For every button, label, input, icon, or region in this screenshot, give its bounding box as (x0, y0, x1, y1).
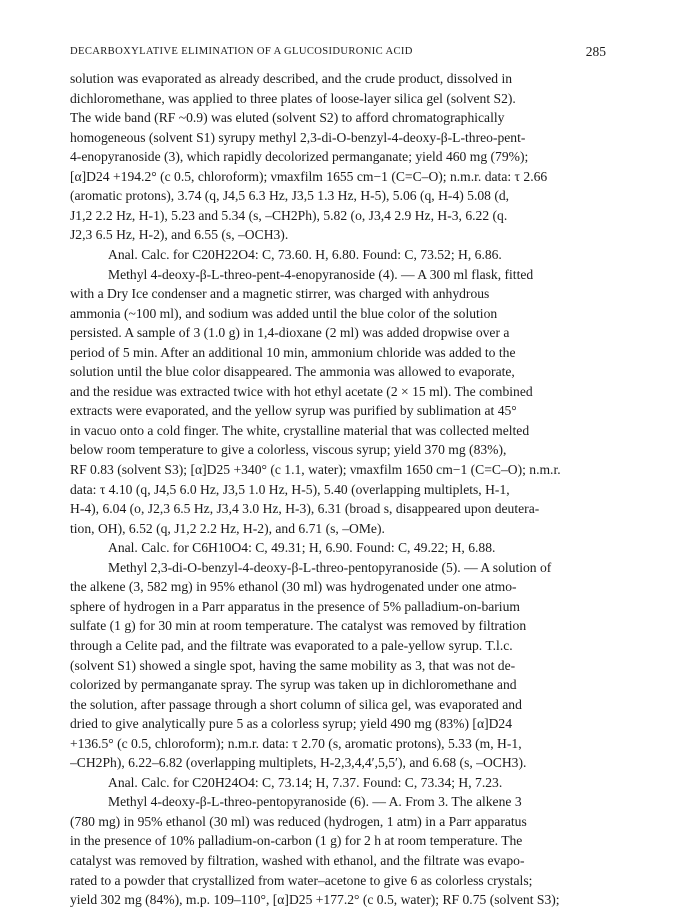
text-line: sphere of hydrogen in a Parr apparatus in the presence of 5% palladium-on-barium (70, 598, 520, 614)
text-line: (780 mg) in 95% ethanol (30 ml) was reduced (hydrogen, 1 atm) in a Parr apparatus (70, 813, 527, 829)
text-line: catalyst was removed by filtration, washed with ethanol, and the filtrate was evapo- (70, 853, 525, 868)
text-line: The wide band (RF ~0.9) was eluted (solvent S2) to afford chromatographically (70, 110, 505, 126)
text-line: RF 0.83 (solvent S3); [α]D25 +340° (c 1.1, water); νmaxfilm 1650 cm−1 (C=C–O); n.m.r. (70, 462, 561, 477)
text-line: H-4), 6.04 (o, J2,3 6.5 Hz, J3,4 3.0 Hz, H-3), 6.31 (broad s, disappeared upon deutera- (70, 501, 540, 517)
text-line: period of 5 min. After an additional 10 min, ammonium chloride was added to the (70, 344, 516, 360)
text-line: solution was evaporated as already described, and the crude product, dissolved in (70, 71, 513, 86)
text-line: in vacuo onto a cold finger. The white, crystalline material that was collected melted (70, 422, 530, 438)
text-line: (solvent S1) showed a single spot, having the same mobility as 3, that was not de- (70, 657, 516, 673)
text-line: through a Celite pad, and the filtrate was evaporated to a pale-yellow syrup. T.l.c. (70, 637, 513, 653)
text-line: dried to give analytically pure 5 as a colorless syrup; yield 490 mg (83%) [α]D24 (70, 716, 513, 732)
text-line: (aromatic protons), 3.74 (q, J4,5 6.3 Hz, J3,5 1.3 Hz, H-5), 5.06 (q, H-4) 5.08 (d, (70, 188, 510, 204)
text-line: Methyl 2,3-di-O-benzyl-4-deoxy-β-L-threo-pentopyranoside (5). — A solution of (108, 559, 552, 575)
text-line: tion, OH), 6.52 (q, J1,2 2.2 Hz, H-2), and 6.71 (s, –OMe). (70, 520, 385, 536)
text-line: rated to a powder that crystallized from water–acetone to give 6 as colorless crystals; (70, 872, 533, 888)
text-line: Methyl 4-deoxy-β-L-threo-pent-4-enopyranoside (4). — A 300 ml flask, fitted (108, 266, 534, 282)
text-line: colorized by permanganate spray. The syrup was taken up in dichloromethane and (70, 677, 517, 693)
text-line: data: τ 4.10 (q, J4,5 6.0 Hz, J3,5 1.0 Hz, H-5), 5.40 (overlapping multiplets, H-1, (70, 481, 510, 497)
text-line: sulfate (1 g) for 30 min at room temperature. The catalyst was removed by filtration (70, 618, 527, 634)
text-line: Methyl 4-deoxy-β-L-threo-pentopyranoside (6). — A. From 3. The alkene 3 (108, 794, 522, 810)
text-line: below room temperature to give a colorless, viscous syrup; yield 370 mg (83%), (70, 442, 507, 458)
text-line: and the residue was extracted twice with hot ethyl acetate (2 × 15 ml). The combined (70, 383, 533, 399)
text-line: +136.5° (c 0.5, chloroform); n.m.r. data: τ 2.70 (s, aromatic protons), 5.33 (m, H-1, (70, 735, 522, 751)
text-line: Anal. Calc. for C20H24O4: C, 73.14; H, 7.37. Found: C, 73.34; H, 7.23. (108, 774, 503, 790)
text-line: yield 302 mg (84%), m.p. 109–110°, [α]D25 +177.2° (c 0.5, water); RF 0.75 (solvent S3); (70, 892, 560, 908)
text-line: in the presence of 10% palladium-on-carbon (1 g) for 2 h at room temperature. The (70, 833, 523, 849)
text-line: 4-enopyranoside (3), which rapidly decolorized permanganate; yield 460 mg (79%); (70, 149, 529, 165)
text-line: [α]D24 +194.2° (c 0.5, chloroform); νmaxfilm 1655 cm−1 (C=C–O); n.m.r. data: τ 2.66 (70, 168, 548, 184)
text-line: J2,3 6.5 Hz, H-2), and 6.55 (s, –OCH3). (70, 227, 289, 243)
text-line: –CH2Ph), 6.22–6.82 (overlapping multiplets, H-2,3,4,4′,5,5′), and 6.68 (s, –OCH3). (70, 755, 527, 771)
text-line: solution until the blue color disappeared. The ammonia was allowed to evaporate, (70, 364, 515, 380)
text-line: J1,2 2.2 Hz, H-1), 5.23 and 5.34 (s, –CH2Ph), 5.82 (o, J3,4 2.9 Hz, H-3, 6.22 (q. (70, 207, 508, 223)
text-line: extracts were evaporated, and the yellow syrup was purified by sublimation at 45° (70, 403, 517, 419)
text-line: ammonia (~100 ml), and sodium was added until the blue color of the solution (70, 305, 498, 321)
text-line: dichloromethane, was applied to three plates of loose-layer silica gel (solvent S2). (70, 90, 516, 106)
text-line: with a Dry Ice condenser and a magnetic stirrer, was charged with anhydrous (70, 286, 490, 302)
text-line: Anal. Calc. for C20H22O4: C, 73.60. H, 6.80. Found: C, 73.52; H, 6.86. (108, 246, 502, 262)
running-header (70, 46, 606, 62)
page-number: 285 (585, 44, 606, 59)
text-line: Anal. Calc. for C6H10O4: C, 49.31; H, 6.90. Found: C, 49.22; H, 6.88. (108, 540, 496, 556)
text-line: homogeneous (solvent S1) syrupy methyl 2,3-di-O-benzyl-4-deoxy-β-L-threo-pent- (70, 129, 526, 145)
text-line: the alkene (3, 582 mg) in 95% ethanol (30 ml) was hydrogenated under one atmo- (70, 579, 517, 595)
running-head-title: DECARBOXYLATIVE ELIMINATION OF A GLUCOSIDURONIC ACID (70, 46, 413, 57)
text-line: the solution, after passage through a short column of silica gel, was evaporated and (70, 696, 522, 712)
text-line: persisted. A sample of 3 (1.0 g) in 1,4-dioxane (2 ml) was added dropwise over a (70, 325, 510, 341)
